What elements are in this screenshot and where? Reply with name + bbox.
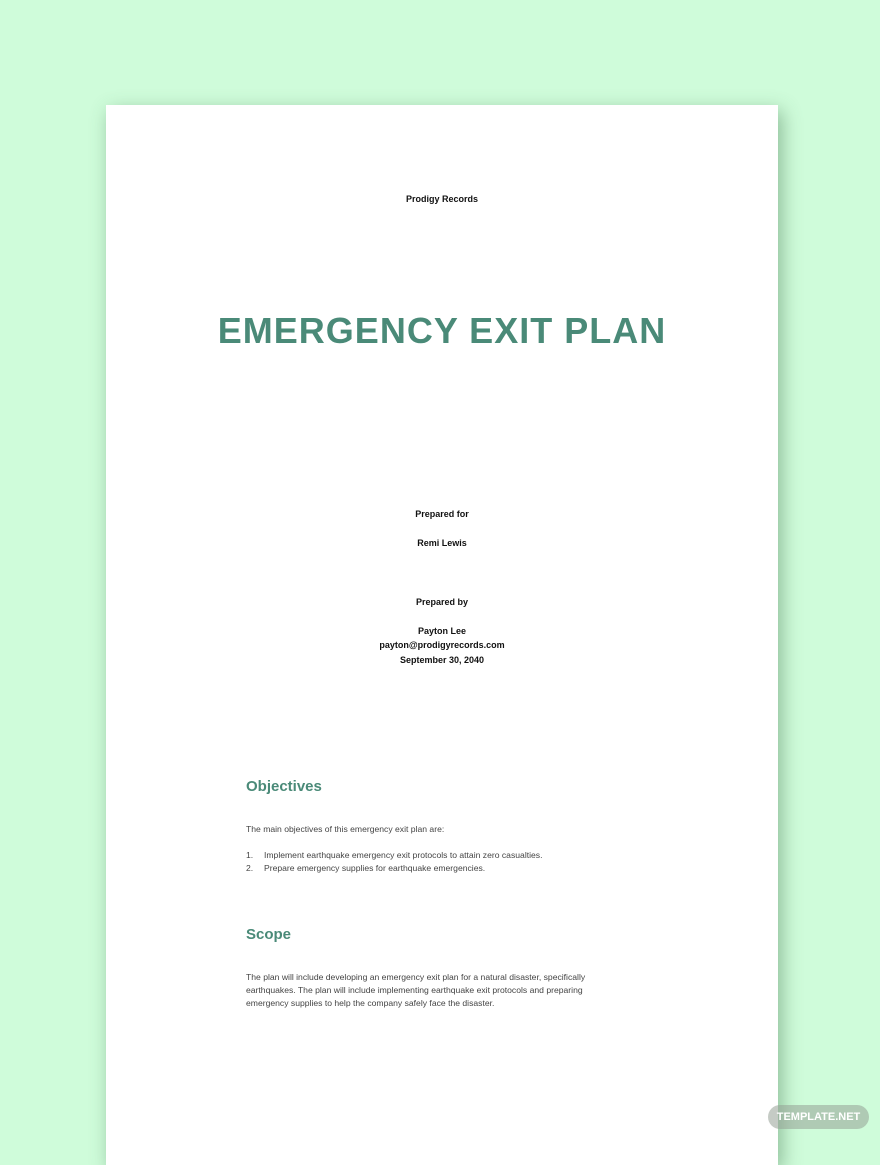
list-number: 1. [246, 850, 254, 860]
list-number: 2. [246, 863, 254, 873]
prepared-by-name: Payton Lee [417, 626, 466, 636]
company-name: Prodigy Records [405, 194, 479, 204]
prepared-by-label: Prepared by [415, 597, 469, 607]
list-item [246, 863, 485, 873]
watermark-logo: TEMPLATE.NET [768, 1105, 869, 1129]
scope-heading: Scope [246, 926, 292, 943]
prepared-for-name: Remi Lewis [417, 538, 467, 548]
email: payton@prodigyrecords.com [379, 640, 505, 650]
document-title: EMERGENCY EXIT PLAN [217, 310, 667, 351]
objectives-heading: Objectives [246, 778, 322, 795]
list-text: Prepare emergency supplies for earthquake emergencies. [264, 863, 486, 873]
scope-text: The plan will include developing an emergency exit plan for a natural disaster, specifically earthquakes. The plan will include implementing earthquake exit protocols and preparing emergency supplies to help the company safely face the disaster. [246, 972, 586, 1008]
list-text: Implement earthquake emergency exit protocols to attain zero casualties. [264, 850, 543, 860]
prepared-for-label: Prepared for [415, 509, 469, 519]
list-item [246, 850, 543, 860]
document-page [106, 105, 778, 1165]
date: September 30, 2040 [399, 655, 485, 665]
objectives-intro: The main objectives of this emergency exit plan are: [246, 824, 445, 834]
